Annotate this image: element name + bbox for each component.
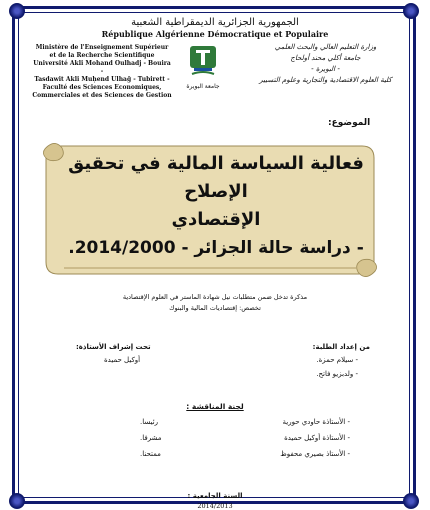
- logo-caption: جامعة البويرة: [186, 83, 220, 90]
- student-name: - سيلام حمزة.: [316, 356, 358, 364]
- jury-label: لجنة المناقشة :: [186, 402, 244, 411]
- institution-line: Université Akli Mohand Oulhadj - Bouira -: [33, 60, 171, 75]
- title-line-1: فعالية السياسة المالية في تحقيق الإصلاح: [68, 153, 364, 202]
- student-name: - ولدبزيو فاتح.: [316, 370, 358, 378]
- subject-label: الموضوع:: [328, 118, 371, 128]
- institution-line: et de la Recherche Scientifique: [49, 52, 155, 59]
- institution-line: جامعة أكلي محند أولحاج: [290, 54, 361, 62]
- jury-member: [140, 434, 350, 446]
- jury-member-name: - الأستاذة أوكيل حميدة: [284, 434, 350, 442]
- institution-line: Faculté des Sciences Economiques,: [42, 84, 162, 91]
- jury-member-name: - الأستاذ بصيري محفوظ: [280, 450, 350, 458]
- institution-line: Tasdawit Akli Muḥend Ulhağ - Tubirett -: [34, 76, 170, 83]
- republic-title-fr: République Algérienne Démocratique et Populaire: [101, 29, 329, 39]
- supervisor-label: تحت إشراف الأستاذة:: [76, 343, 151, 351]
- jury-member-name: - الأستاذة حاودي حورية: [282, 418, 350, 426]
- title-line-3: - دراسة حالة الجزائر - 2014/2000.: [68, 238, 364, 258]
- academic-year-value: 2014/2013: [197, 502, 233, 510]
- jury-member-role: رئيسا.: [140, 418, 159, 426]
- institution-line: Commerciales et des Sciences de Gestion: [32, 92, 172, 99]
- institution-block-fr: [32, 44, 172, 100]
- specialty: تخصص: إقتصاديات المالية والبنوك: [169, 304, 261, 312]
- republic-title-ar: الجمهورية الجزائرية الديمقراطية الشعبية: [131, 17, 299, 28]
- memo-statement: مذكرة تدخل ضمن متطلبات نيل شهادة الماستر في العلوم الإقتصادية: [122, 293, 308, 301]
- academic-year-label: السنة الجامعية :: [187, 492, 243, 500]
- institution-line: كلية العلوم الاقتصادية والتجارية وعلوم التسيير: [259, 76, 392, 84]
- jury-member-role: مشرفا.: [140, 434, 162, 442]
- jury-member: [140, 418, 350, 430]
- supervisor-name: أوكيل حميدة: [104, 356, 141, 364]
- prepared-by-label: من إعداد الطلبة:: [312, 343, 370, 351]
- jury-member: [140, 450, 350, 462]
- jury-member-role: ممتحنا.: [140, 450, 161, 458]
- institution-line: - البويرة -: [311, 65, 340, 73]
- thesis-title: [66, 150, 366, 262]
- institution-line: Ministère de l'Enseignement Supérieur: [35, 44, 169, 51]
- institution-block-ar: [248, 42, 403, 86]
- institution-line: وزارة التعليم العالي والبحث العلمي: [274, 43, 377, 51]
- title-line-2: الإقتصادي: [171, 209, 261, 230]
- university-logo: [188, 44, 218, 84]
